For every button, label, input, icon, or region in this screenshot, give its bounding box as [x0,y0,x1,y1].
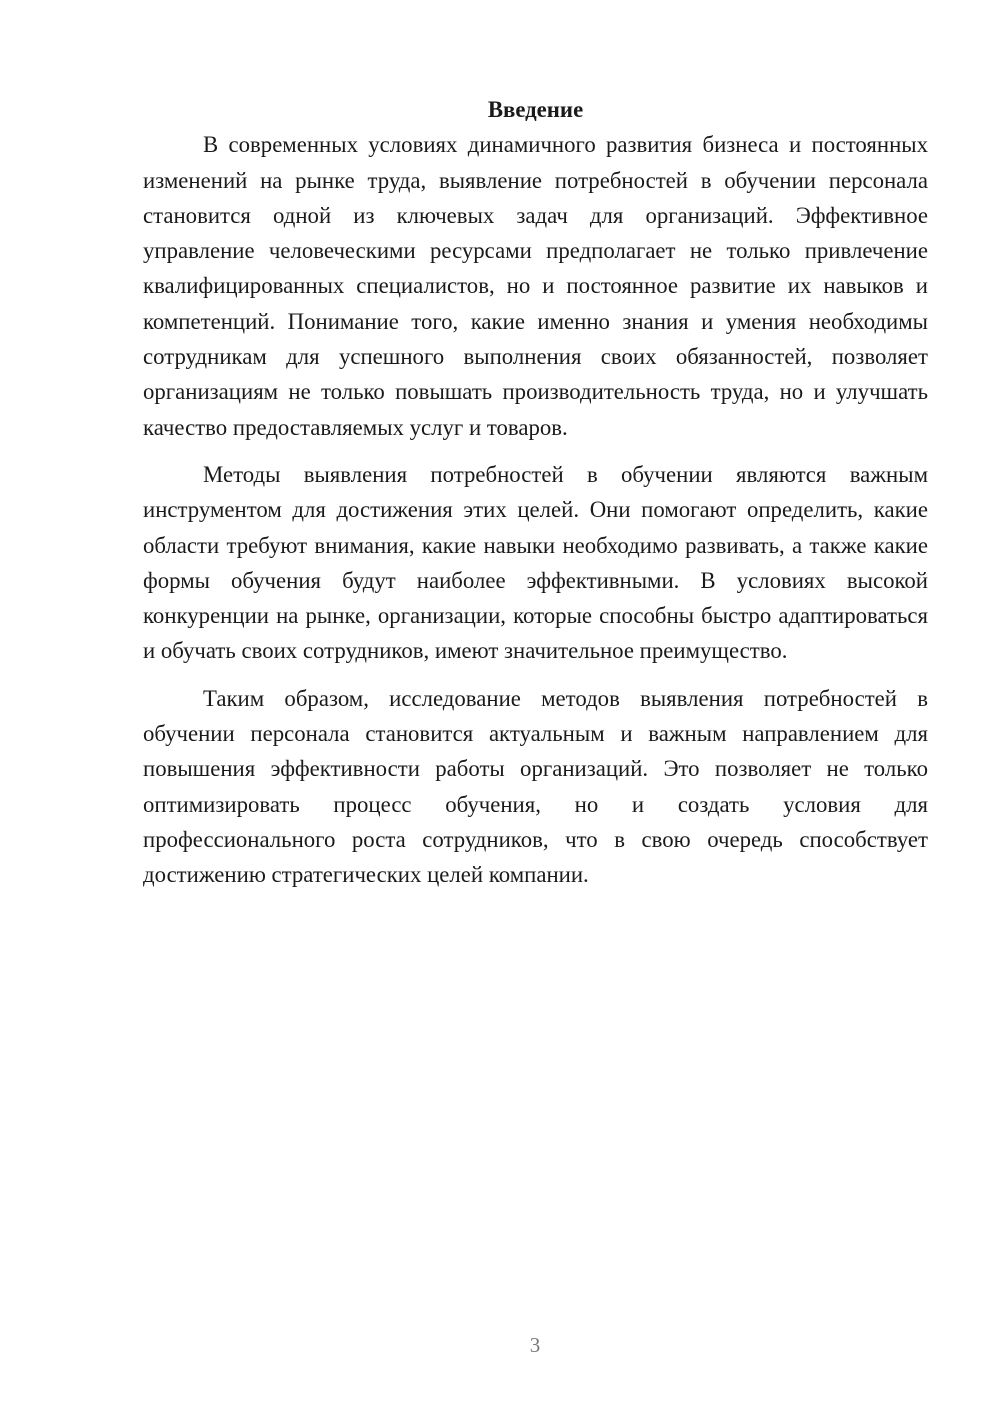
section-title: Введение [487,97,584,122]
page-number: 3 [529,1333,541,1357]
page-content [143,92,928,893]
paragraph-2: Методы выявления потребностей в обучении являются важным инструментом для достижения этих целей. Они помогают определить, какие области требуют внимания, какие навыки необходимо развивать, а также какие формы обучения будут наиболее эффективными. В условиях высокой конкуренции на рынке, организации, которые способны быстро адаптироваться и обучать своих сотрудников, имеют значительное преимущество. [143,461,928,664]
paragraph-1: В современных условиях динамичного развития бизнеса и постоянных изменений на рынке труда, выявление потребностей в обучении персонала становится одной из ключевых задач для организаций. Эффективное управление человеческими ресурсами предполагает не только привлечение квалифицированных специалистов, но и постоянное развитие их навыков и компетенций. Понимание того, какие именно знания и умения необходимы сотрудникам для успешного выполнения своих обязанностей, позволяет организациям не только повышать производительность труда, но и улучшать качество предоставляемых услуг и товаров. [143,132,928,440]
paragraph-3: Таким образом, исследование методов выявления потребностей в обучении персонала становится актуальным и важным направлением для повышения эффективности работы организаций. Это позволяет не только оптимизировать процесс обучения, но и создать условия для профессионального роста сотрудников, что в свою очередь способствует достижению стратегических целей компании. [143,685,928,888]
